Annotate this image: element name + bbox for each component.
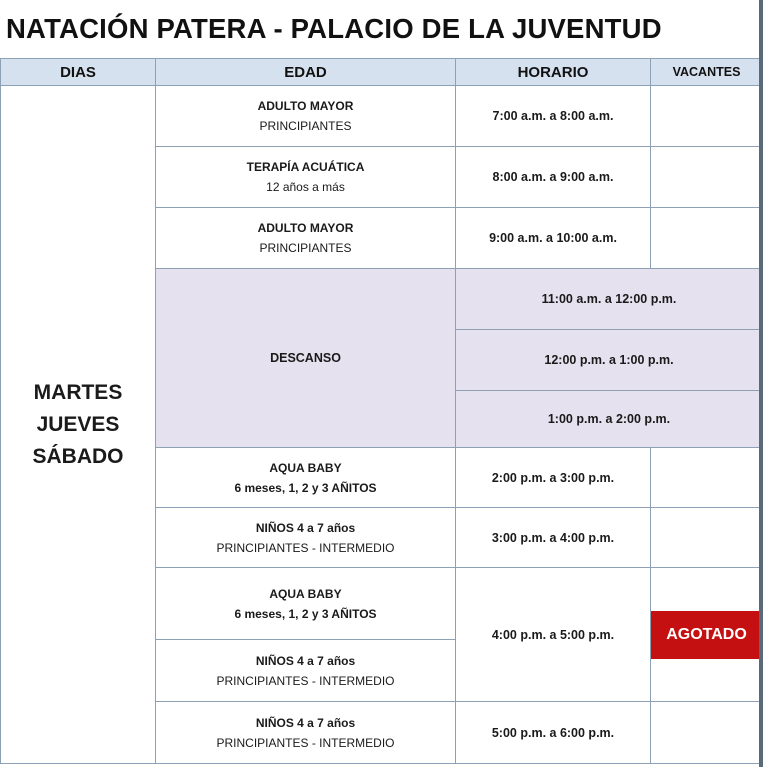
age-level: PRINCIPIANTES <box>259 241 352 255</box>
time-cell: 9:00 a.m. a 10:00 a.m. <box>456 208 651 269</box>
day-label: MARTES <box>33 380 123 404</box>
age-group: TERAPÍA ACUÁTICA <box>246 160 365 174</box>
rest-time-cell: 12:00 p.m. a 1:00 p.m. <box>456 330 763 391</box>
time-cell: 7:00 a.m. a 8:00 a.m. <box>456 86 651 147</box>
time-cell: 2:00 p.m. a 3:00 p.m. <box>456 448 651 508</box>
age-group: NIÑOS 4 a 7 años <box>255 520 356 535</box>
age-group: ADULTO MAYOR <box>257 221 354 235</box>
age-group: AQUA BABY <box>269 460 342 475</box>
age-cell <box>156 568 456 640</box>
age-level: PRINCIPIANTES - INTERMEDIO <box>216 540 395 555</box>
time-cell: 8:00 a.m. a 9:00 a.m. <box>456 147 651 208</box>
schedule-table <box>0 58 763 764</box>
header-horario: HORARIO <box>456 59 651 86</box>
time-cell: 3:00 p.m. a 4:00 p.m. <box>456 508 651 568</box>
age-cell <box>156 147 456 208</box>
age-cell <box>156 508 456 568</box>
age-cell <box>156 702 456 764</box>
vacancy-cell <box>651 86 763 147</box>
header-edad: EDAD <box>156 59 456 86</box>
age-cell <box>156 208 456 269</box>
age-level: PRINCIPIANTES - INTERMEDIO <box>216 673 395 688</box>
age-level: 6 meses, 1, 2 y 3 AÑITOS <box>234 606 377 621</box>
age-group: ADULTO MAYOR <box>257 99 354 113</box>
age-cell <box>156 640 456 702</box>
vacancy-cell <box>651 568 763 702</box>
age-group: AQUA BABY <box>269 586 342 601</box>
header-row <box>1 59 763 86</box>
rest-time-cell: 11:00 a.m. a 12:00 p.m. <box>456 269 763 330</box>
day-label: JUEVES <box>36 412 120 436</box>
rest-time-cell: 1:00 p.m. a 2:00 p.m. <box>456 391 763 448</box>
age-level: 6 meses, 1, 2 y 3 AÑITOS <box>234 480 377 495</box>
vacancy-cell <box>651 208 763 269</box>
vacancy-cell <box>651 448 763 508</box>
age-level: 12 años a más <box>266 180 345 194</box>
header-vacantes: VACANTES <box>651 59 763 86</box>
time-cell: 4:00 p.m. a 5:00 p.m. <box>456 568 651 702</box>
rest-cell: DESCANSO <box>156 269 456 448</box>
day-label: SÁBADO <box>32 444 124 468</box>
days-cell <box>1 86 156 764</box>
age-level: PRINCIPIANTES - INTERMEDIO <box>216 735 395 750</box>
right-frame-border <box>759 0 763 767</box>
vacancy-cell <box>651 147 763 208</box>
age-group: NIÑOS 4 a 7 años <box>255 653 356 668</box>
time-cell: 5:00 p.m. a 6:00 p.m. <box>456 702 651 764</box>
header-dias: DIAS <box>1 59 156 86</box>
table-row <box>1 86 763 147</box>
age-cell <box>156 448 456 508</box>
page-title: NATACIÓN PATERA - PALACIO DE LA JUVENTUD <box>6 13 662 44</box>
age-level: PRINCIPIANTES <box>259 119 352 133</box>
vacancy-cell <box>651 508 763 568</box>
age-cell <box>156 86 456 147</box>
age-group: NIÑOS 4 a 7 años <box>255 715 356 730</box>
sold-out-badge: AGOTADO <box>651 611 762 659</box>
vacancy-cell <box>651 702 763 764</box>
